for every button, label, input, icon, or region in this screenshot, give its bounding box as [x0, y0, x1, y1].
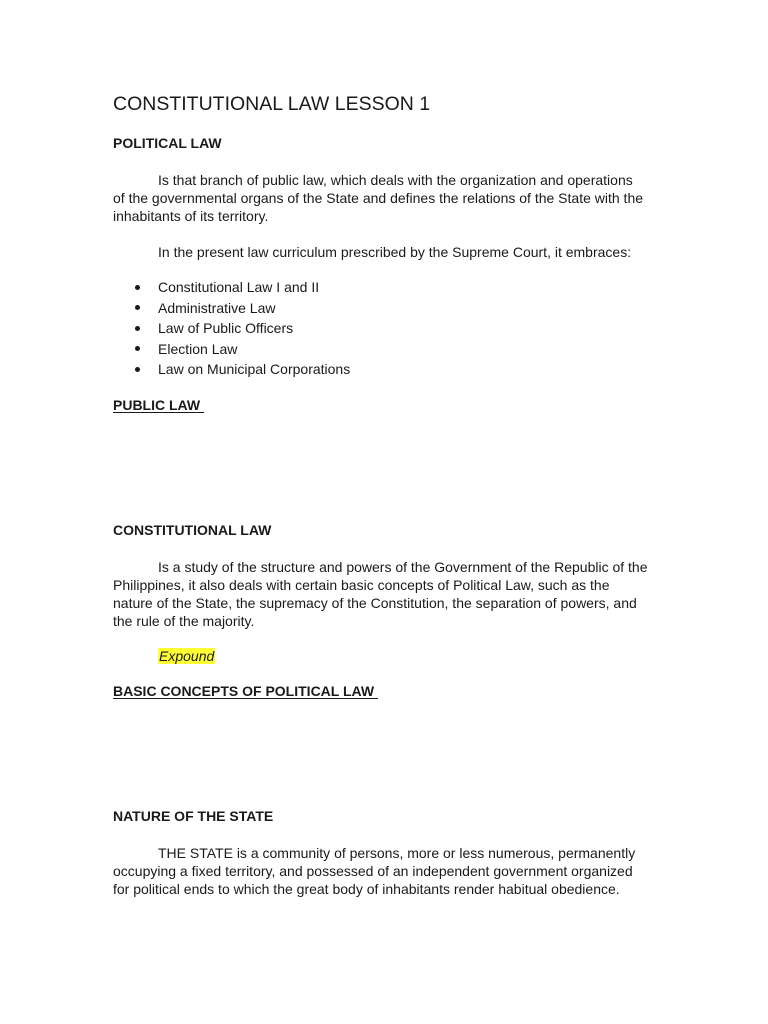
political-law-definition: Is that branch of public law, which deals with the organization and operations of the governmental organs of the State and defines the relations of the State with the inhabitants of its territory. [113, 172, 644, 224]
constitutional-law-definition: Is a study of the structure and powers of the Government of the Republic of the Philippines, it also deals with certain basic concepts of Political Law, such as the nature of the State, the supremacy of the Constitution, the separation of powers, and the rule of the majority. [113, 559, 648, 629]
expound-note [158, 647, 215, 665]
bullet-icon [135, 346, 140, 351]
heading-political-law: POLITICAL LAW [113, 135, 222, 151]
curriculum-list [113, 277, 350, 380]
heading-basic-concepts: BASIC CONCEPTS OF POLITICAL LAW [113, 683, 378, 699]
expound-highlight: Expound [159, 648, 215, 664]
state-definition: THE STATE is a community of persons, more or less numerous, permanently occupying a fixed territory, and possessed of an independent government organized for political ends to which the great body of inhabitants render habitual obedience. [113, 845, 636, 897]
heading-nature-of-state: NATURE OF THE STATE [113, 808, 274, 824]
list-item: Law of Public Officers [113, 318, 350, 339]
list-item: Law on Municipal Corporations [113, 359, 350, 380]
heading-constitutional-law: CONSTITUTIONAL LAW [113, 522, 272, 538]
list-item: Election Law [113, 339, 350, 360]
list-item: Constitutional Law I and II [113, 277, 350, 298]
bullet-icon [135, 326, 140, 331]
curriculum-paragraph: In the present law curriculum prescribed by the Supreme Court, it embraces: [158, 244, 632, 260]
document-title: CONSTITUTIONAL LAW LESSON 1 [113, 93, 431, 115]
list-item: Administrative Law [113, 298, 350, 319]
heading-public-law: PUBLIC LAW [113, 397, 204, 413]
bullet-icon [135, 285, 140, 290]
bullet-icon [135, 305, 140, 310]
bullet-icon [135, 367, 140, 372]
